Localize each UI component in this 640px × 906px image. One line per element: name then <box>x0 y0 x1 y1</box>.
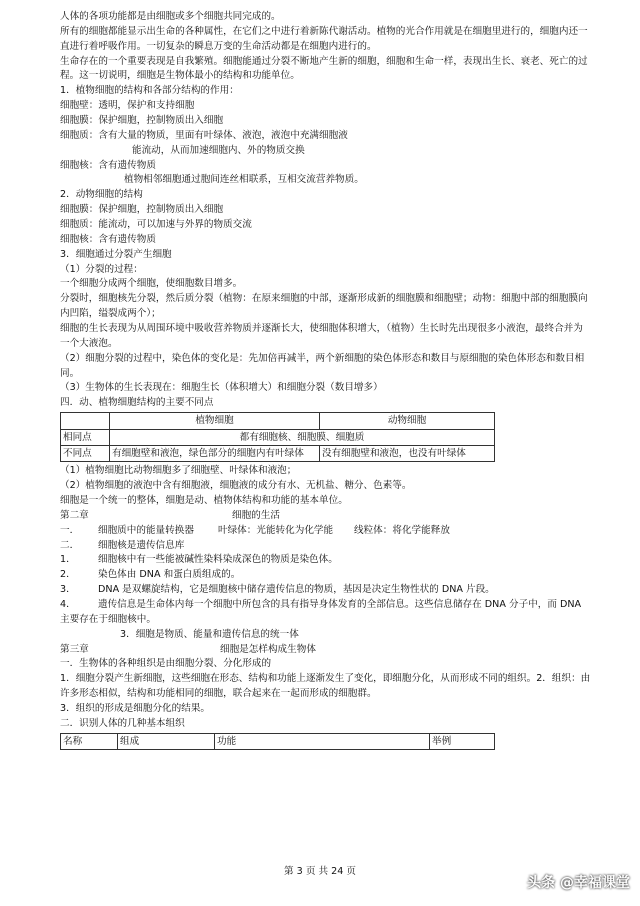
page-footer: 第 3 页 共 24 页 <box>284 866 356 877</box>
chapter-3-heading <box>60 643 592 658</box>
unity-line: 3．细胞是物质、能量和遗传信息的统一体 <box>120 628 299 640</box>
table-header-plant: 植物细胞 <box>110 413 320 429</box>
item-number: 4． <box>60 598 76 610</box>
item-number: 3． <box>60 584 76 596</box>
animal-cytoplasm-line: 细胞质：能流动，可以加速与外界的物质交流 <box>60 219 252 231</box>
chromosome-change-line: （2）细胞分裂的过程中，染色体的变化是：先加倍再减半，两个新细胞的染色体形态和数目与原细胞的染色体形态和数目相同。 <box>60 352 585 379</box>
energy-converter-label: 细胞质中的能量转换器 <box>98 524 194 536</box>
genetic-library-text: 细胞核是遗传信息库 <box>98 539 185 551</box>
animal-membrane-line: 细胞膜：保护细胞，控制物质出入细胞 <box>60 204 224 216</box>
chapter-2-title: 细胞的生活 <box>232 509 280 521</box>
cytoplasm-line: 细胞质：含有大量的物质，里面有叶绿体、液泡，液泡中充满细胞液 <box>60 129 348 141</box>
table-same-label: 相同点 <box>61 429 110 445</box>
chapter-2-heading <box>60 509 592 524</box>
item-number: 2． <box>60 569 76 581</box>
table-row <box>61 429 495 445</box>
tissues-table <box>60 733 495 750</box>
table-header-animal: 动物细胞 <box>320 413 495 429</box>
division-process-heading: （1）分裂的过程： <box>60 263 143 275</box>
plasmodesmata-line: 植物相邻细胞通过胞间连丝相联系，互相交流营养物质。 <box>124 174 364 186</box>
after-table-line-3: 细胞是一个统一的整体，细胞是动、植物体结构和功能的基本单位。 <box>60 494 348 506</box>
tissue-formation-heading: 一．生物体的各种组织是由细胞分裂、分化形成的 <box>60 658 272 670</box>
section-4-heading: 四．动、植物细胞结构的主要不同点 <box>60 397 214 409</box>
animal-nucleus-line: 细胞核：含有遗传物质 <box>60 233 156 245</box>
differentiation-text: 1．细胞分裂产生新细胞，这些细胞在形态、结构和功能上逐渐发生了变化，即细胞分化，从而形成不同的组织。2．组织：由许多形态相似，结构和功能相同的细胞，联合起来在一起而形成的细胞群。 <box>60 673 591 700</box>
item-number: 二． <box>60 539 80 551</box>
document-body <box>60 10 592 752</box>
table-row <box>61 445 495 461</box>
table-diff-plant: 有细胞壁和液泡，绿色部分的细胞内有叶绿体 <box>110 445 320 461</box>
cytoplasm-line-cont: 能流动，从而加速细胞内、外的物质交换 <box>132 144 305 156</box>
chromosome-text: 细胞核中有一些能被碱性染料染成深色的物质是染色体。 <box>98 554 338 566</box>
intro-line-3: 生命存在的一个重要表现是自我繁殖。细胞能通过分裂不断地产生新的细胞，细胞和生命一样，表现出生长、衰老、死亡的过程。这一切说明，细胞是生物体最小的结构和功能单位。 <box>60 55 588 82</box>
list-item <box>60 583 592 598</box>
intro-line-1: 人体的各项功能都是由细胞或多个细胞共同完成的。 <box>60 11 281 22</box>
basic-tissues-heading: 二．识别人体的几种基本组织 <box>60 717 185 729</box>
tissues-header-composition: 组成 <box>118 733 215 749</box>
dna-text: DNA 是双螺旋结构，它是细胞核中储存遗传信息的物质，基因是决定生物性状的 DNA 片段。 <box>98 584 495 596</box>
item-number: 一． <box>60 524 80 536</box>
watermark: 头条 @幸福课堂 <box>527 875 630 891</box>
growth-line: 细胞的生长表现为从周围环境中吸收营养物质并逐渐长大，使细胞体积增大，（植物）生长时先出现很多小液泡，最终合并为一个大液泡。 <box>60 323 583 349</box>
table-row <box>61 413 495 429</box>
table-cell <box>61 413 110 429</box>
after-table-line-2: （2）植物细胞的液泡中含有细胞液，细胞液的成分有水、无机盐、糖分、色素等。 <box>60 480 412 492</box>
after-table-line-1: （1）植物细胞比动物细胞多了细胞壁、叶绿体和液泡； <box>60 465 297 477</box>
section-2-heading: 2．动物细胞的结构 <box>60 189 143 201</box>
chromosome-composition-text: 染色体由 DNA 和蛋白质组成的。 <box>98 569 241 581</box>
comparison-table <box>60 412 495 462</box>
tissue-result-text: 3．组织的形成是细胞分化的结果。 <box>60 702 211 714</box>
cell-membrane-line: 细胞膜：保护细胞，控制物质出入细胞 <box>60 115 224 127</box>
table-diff-animal: 没有细胞壁和液泡，也没有叶绿体 <box>320 445 495 461</box>
tissues-header-function: 功能 <box>215 733 430 749</box>
growth-manifest-line: （3）生物体的生长表现在：细胞生长（体积增大）和细胞分裂（数目增多） <box>60 382 383 394</box>
nucleus-line: 细胞核：含有遗传物质 <box>60 159 156 171</box>
intro-line-2: 所有的细胞都能显示出生命的各种属性，在它们之中进行着新陈代谢活动。植物的光合作用就是在细胞里进行的，细胞内还一直进行着呼吸作用。一切复杂的瞬息万变的生命活动都是在细胞内进行的。 <box>60 25 588 52</box>
division-line-2: 分裂时，细胞核先分裂，然后质分裂（植物：在原来细胞的中部，逐渐形成新的细胞膜和细胞壁；动物：细胞中部的细胞膜向内凹陷，缢裂成两个）； <box>60 293 588 320</box>
genetic-info-text: 遗传信息是生命体内每一个细胞中所包含的具有指导身体发育的全部信息。这些信息储存在 DNA 分子中，而 DNA 主要存在于细胞核中。 <box>60 598 582 625</box>
tissues-header-name: 名称 <box>61 733 118 749</box>
table-diff-label: 不同点 <box>61 445 110 461</box>
table-same-value: 都有细胞核、细胞膜、细胞质 <box>110 429 495 445</box>
tissues-header-example: 举例 <box>430 733 495 749</box>
cell-wall-line: 细胞壁：透明，保护和支持细胞 <box>60 100 195 112</box>
item-number: 1． <box>60 554 76 566</box>
section-1-heading: 1．植物细胞的结构和各部分结构的作用： <box>60 85 239 97</box>
mitochondria-text: 线粒体：将化学能释放 <box>354 524 450 536</box>
genetic-library-row <box>60 539 592 554</box>
chloroplast-text: 叶绿体：光能转化为化学能 <box>218 524 334 536</box>
table-row <box>61 733 495 749</box>
list-item <box>60 568 592 583</box>
list-item <box>60 598 592 628</box>
chapter-3-title: 细胞是怎样构成生物体 <box>220 643 316 655</box>
energy-converter-row <box>60 524 592 539</box>
section-3-heading: 3．细胞通过分裂产生细胞 <box>60 248 172 260</box>
list-item <box>60 553 592 568</box>
chapter-3-label: 第三章 <box>60 643 89 655</box>
chapter-2-label: 第二章 <box>60 509 89 521</box>
division-line-1: 一个细胞分成两个细胞，使细胞数目增多。 <box>60 278 243 290</box>
